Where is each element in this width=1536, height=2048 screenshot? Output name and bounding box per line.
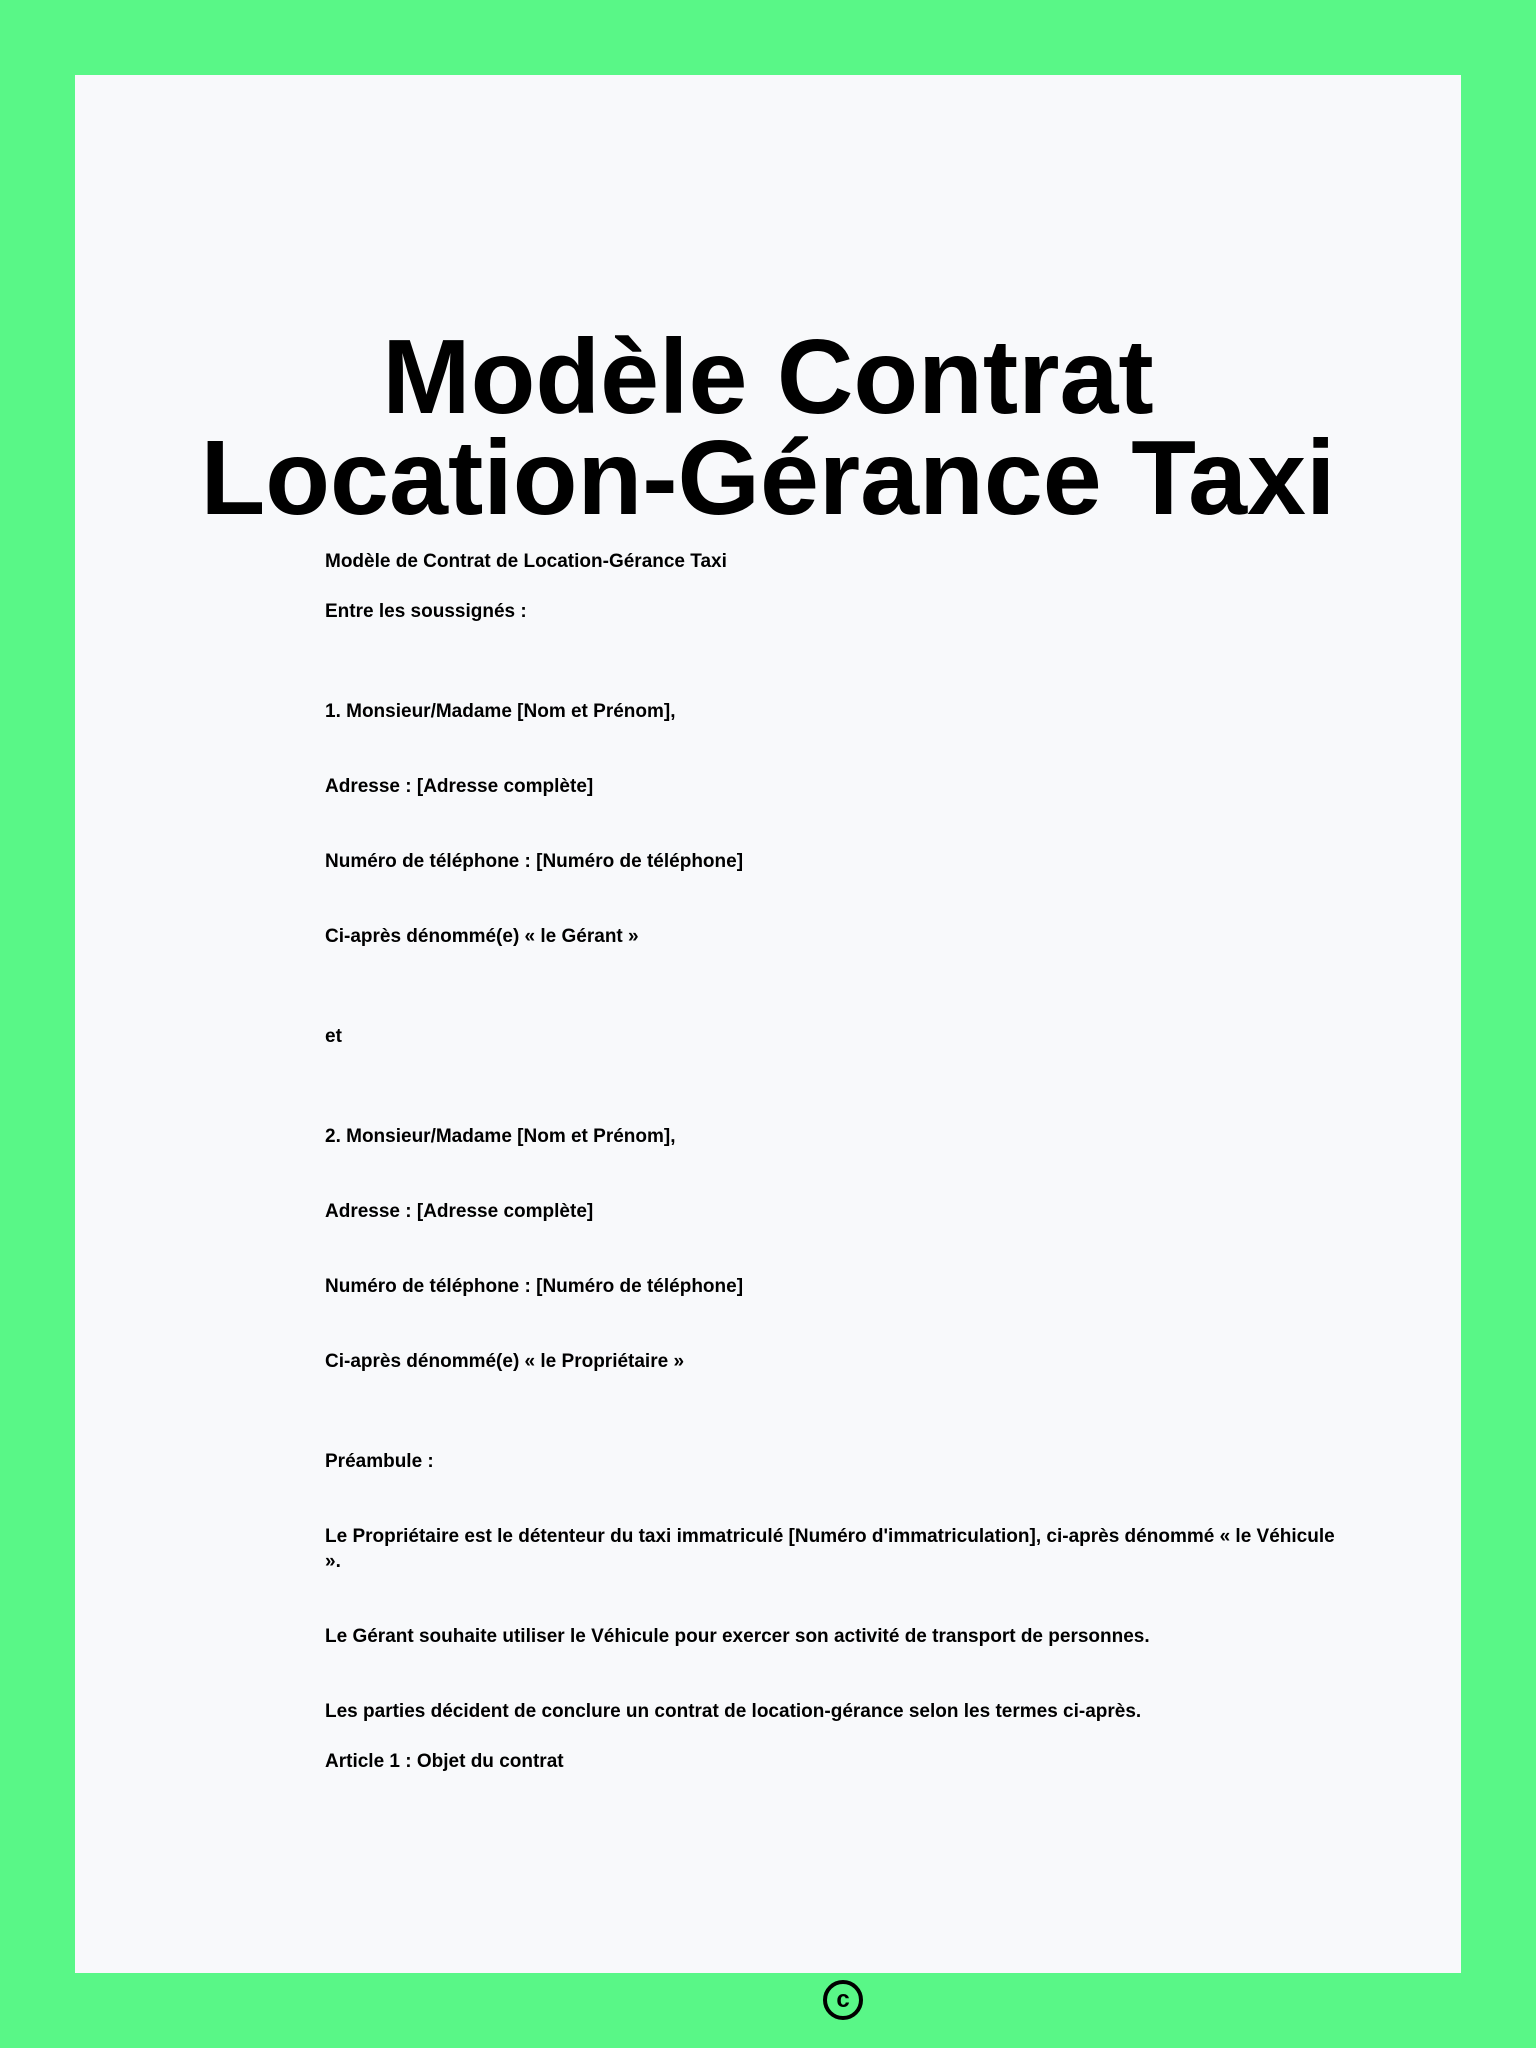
party-2-name: 2. Monsieur/Madame [Nom et Prénom], (325, 1126, 676, 1147)
title-line-1: Modèle Contrat (382, 318, 1154, 436)
party-2-address: Adresse : [Adresse complète] (325, 1201, 594, 1222)
conjunction-et: et (325, 1026, 342, 1047)
party-1-address: Adresse : [Adresse complète] (325, 776, 594, 797)
party-1-name: 1. Monsieur/Madame [Nom et Prénom], (325, 701, 676, 722)
copyright-icon (823, 1980, 863, 2020)
document-page (75, 75, 1461, 2013)
preamble-paragraph-2: Le Gérant souhaite utiliser le Véhicule pour exercer son activité de transport de personnes. (325, 1626, 1150, 1647)
party-1-designation: Ci-après dénommé(e) « le Gérant » (325, 926, 639, 947)
preamble-paragraph-1: Le Propriétaire est le détenteur du taxi immatriculé [Numéro d'immatriculation], ci-après dénommé « le Véhicule ». (325, 1526, 1335, 1572)
title-line-2: Location-Gérance Taxi (200, 419, 1336, 537)
parties-intro: Entre les soussignés : (325, 601, 527, 622)
article-1-heading: Article 1 : Objet du contrat (325, 1751, 564, 1772)
copyright-symbol: c (836, 1986, 850, 2013)
party-2-phone: Numéro de téléphone : [Numéro de téléphone] (325, 1276, 744, 1297)
contract-heading: Modèle de Contrat de Location-Gérance Taxi (325, 551, 727, 572)
page-title (75, 318, 1461, 537)
preamble-paragraph-3: Les parties décident de conclure un contrat de location-gérance selon les termes ci-après. (325, 1701, 1142, 1722)
party-1-phone: Numéro de téléphone : [Numéro de téléphone] (325, 851, 744, 872)
party-2-designation: Ci-après dénommé(e) « le Propriétaire » (325, 1351, 685, 1372)
preamble-heading: Préambule : (325, 1451, 434, 1472)
